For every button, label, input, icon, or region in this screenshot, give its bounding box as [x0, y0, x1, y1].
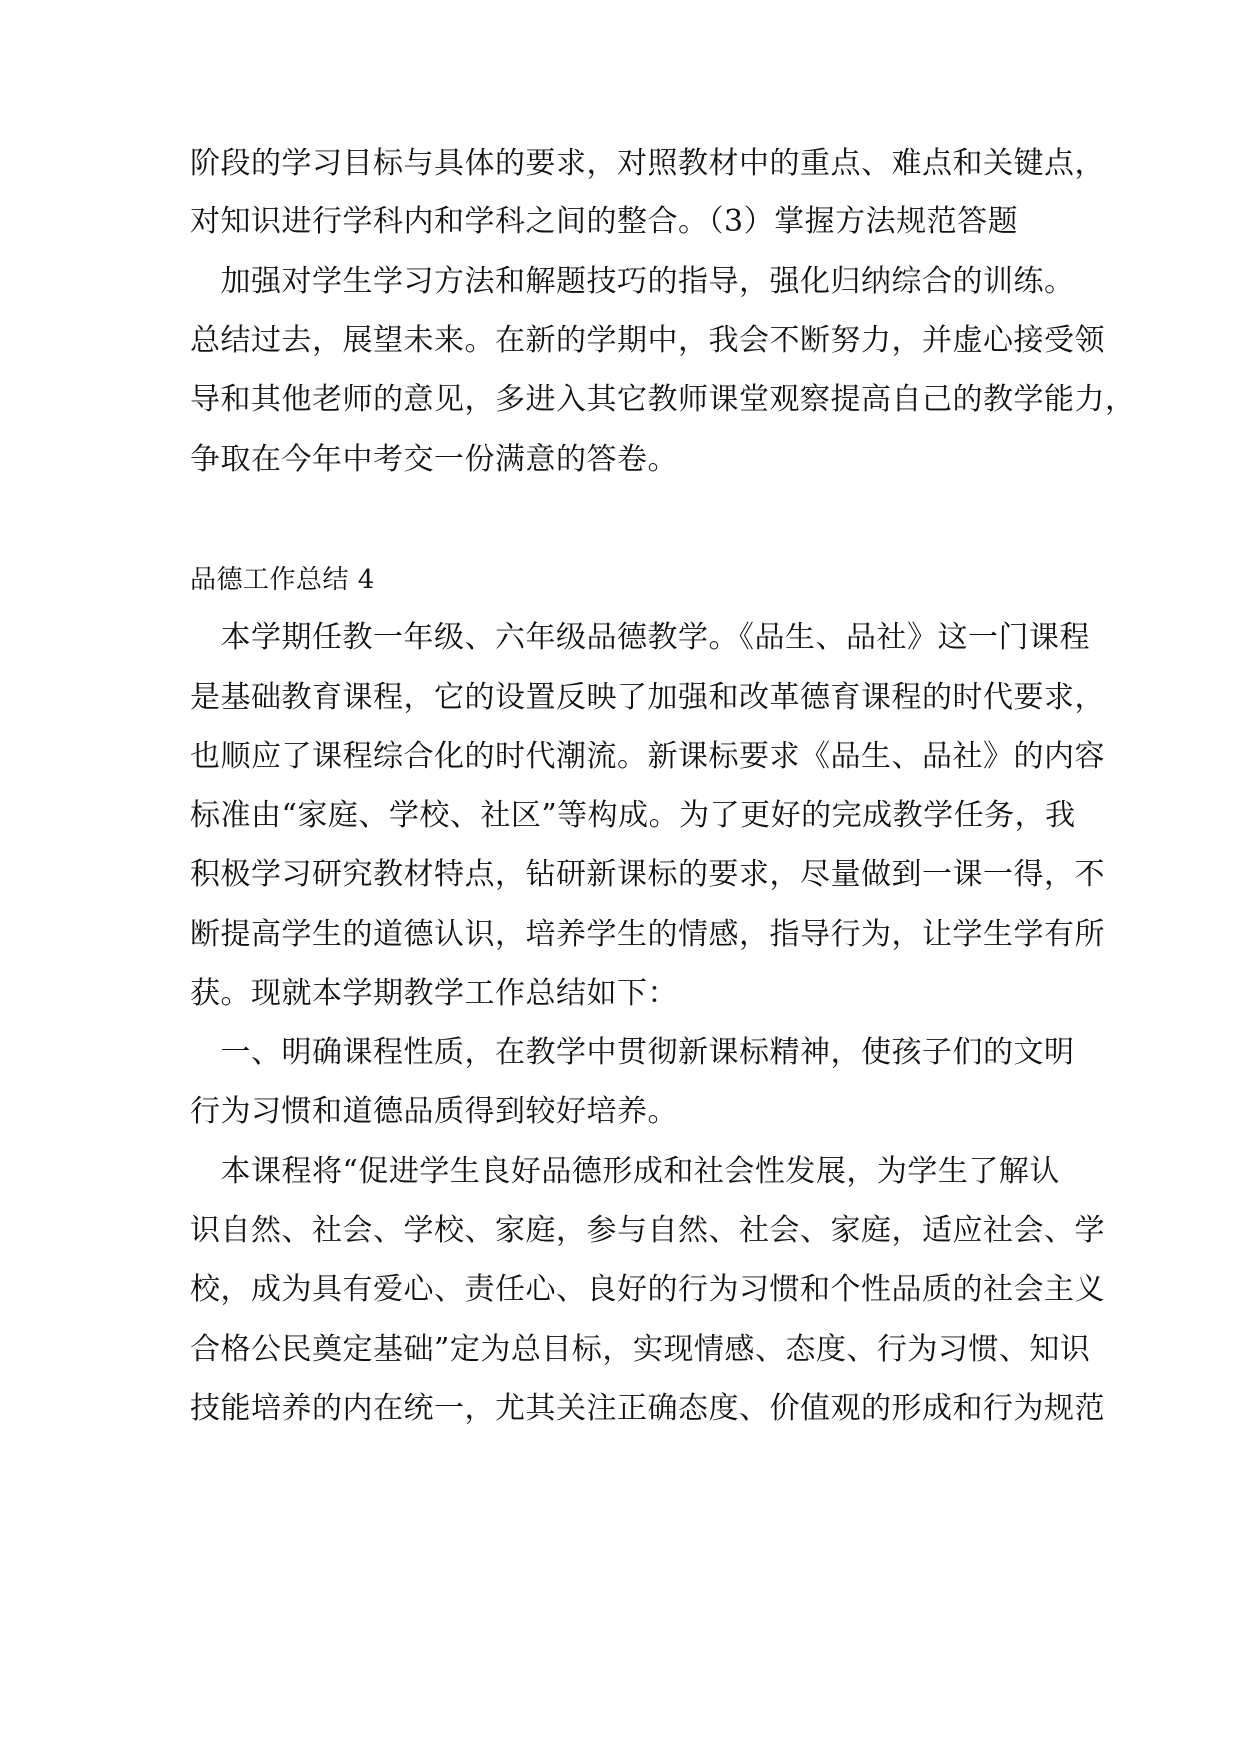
text-line: 总结过去，展望未来。在新的学期中，我会不断努力，并虚心接受领 — [190, 323, 1105, 358]
text-line: 行为习惯和道德品质得到较好培养。 — [190, 1094, 678, 1129]
text-line: 本课程将“促进学生良好品德形成和社会性发展，为学生了解认 — [190, 1154, 1060, 1189]
text-line: 获。现就本学期教学工作总结如下： — [190, 976, 678, 1011]
text-line: 识自然、社会、学校、家庭，参与自然、社会、家庭，适应社会、学 — [190, 1213, 1105, 1248]
text-line: 本学期任教一年级、六年级品德教学。《品生、品社》这一门课程 — [190, 620, 1090, 655]
text-line: 对知识进行学科内和学科之间的整合。（3）掌握方法规范答题 — [190, 204, 1019, 239]
text-line: 标准由“家庭、学校、社区”等构成。为了更好的完成教学任务，我 — [190, 798, 1076, 833]
text-line: 导和其他老师的意见，多进入其它教师课堂观察提高自己的教学能力， — [190, 382, 1136, 417]
section-heading: 品德工作总结 4 — [190, 565, 375, 595]
text-line: 一、明确课程性质，在教学中贯彻新课标精神，使孩子们的文明 — [190, 1035, 1075, 1070]
text-line: 争取在今年中考交一份满意的答卷。 — [190, 442, 678, 477]
text-line: 阶段的学习目标与具体的要求，对照教材中的重点、难点和关键点， — [190, 146, 1105, 181]
text-line: 加强对学生学习方法和解题技巧的指导，强化归纳综合的训练。 — [190, 264, 1075, 299]
text-line: 断提高学生的道德认识，培养学生的情感，指导行为，让学生学有所 — [190, 917, 1105, 952]
text-line: 是基础教育课程，它的设置反映了加强和改革德育课程的时代要求， — [190, 680, 1105, 715]
text-line: 校，成为具有爱心、责任心、良好的行为习惯和个性品质的社会主义 — [190, 1272, 1105, 1307]
text-line: 合格公民奠定基础”定为总目标，实现情感、态度、行为习惯、知识 — [190, 1332, 1091, 1367]
text-line: 积极学习研究教材特点，钻研新课标的要求，尽量做到一课一得，不 — [190, 857, 1105, 892]
text-line: 技能培养的内在统一，尤其关注正确态度、价值观的形成和行为规范 — [190, 1391, 1105, 1426]
text-line: 也顺应了课程综合化的时代潮流。新课标要求《品生、品社》的内容 — [190, 739, 1105, 774]
